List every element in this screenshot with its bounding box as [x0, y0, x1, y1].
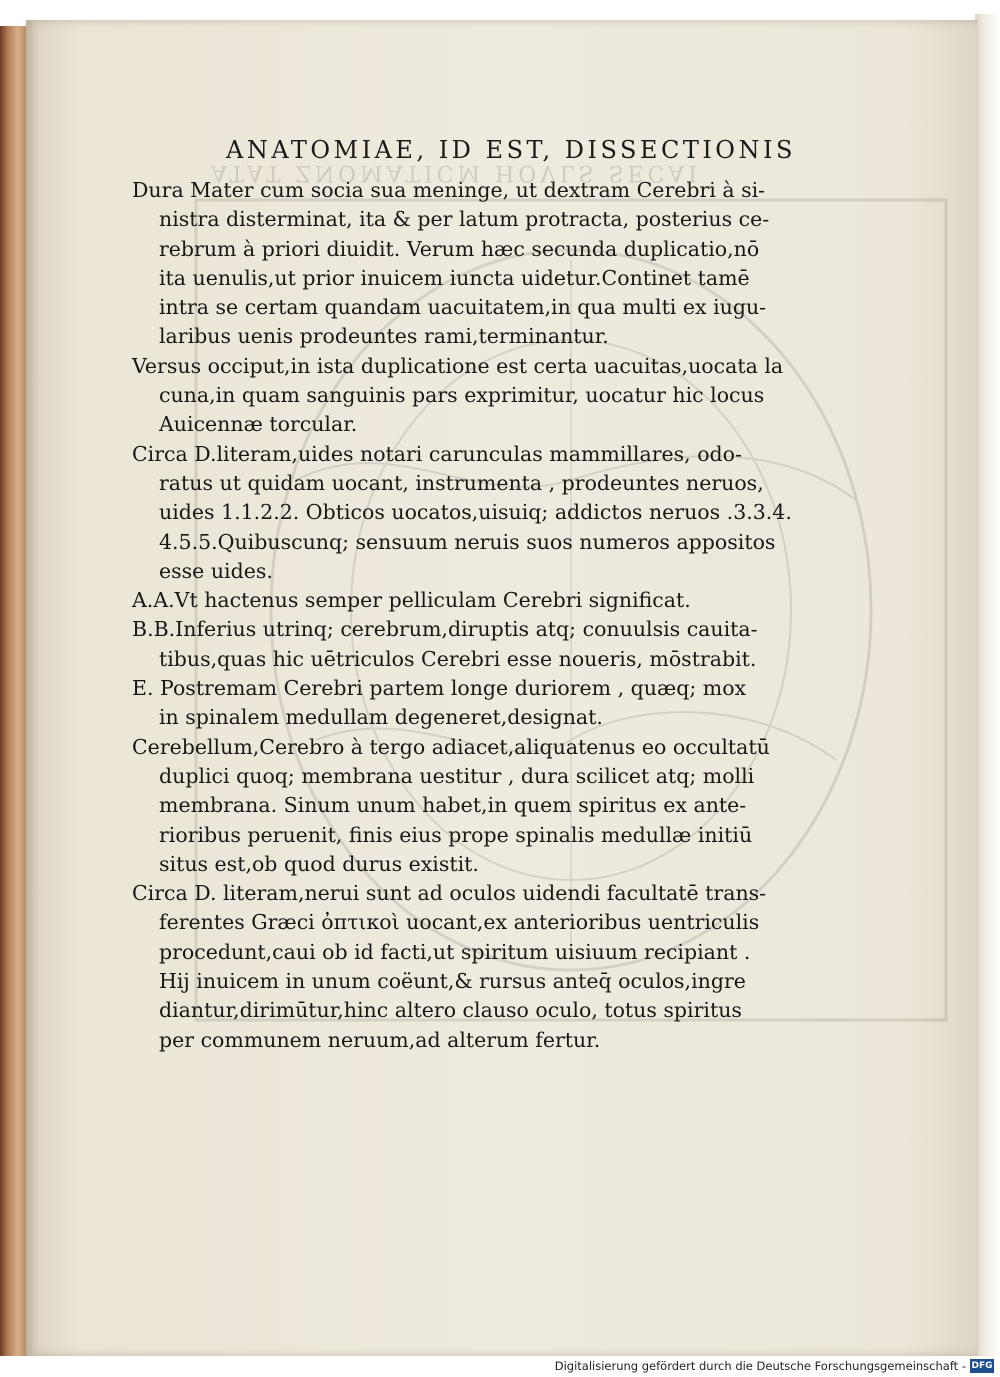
text-line: rioribus peruenit, finis eius prope spinalis medullæ initiū	[159, 822, 753, 847]
text-line: Circa D.literam,uides notari carunculas mammillares, odo-	[132, 441, 742, 466]
text-line: situs est,ob quod durus existit.	[159, 851, 479, 876]
text-line: intra se certam quandam uacuitatem,in qua multi ex iugu-	[159, 295, 767, 320]
text-line: Dura Mater cum socia sua meninge, ut dextram Cerebri à si-	[132, 178, 766, 202]
dfg-logo: DFG	[971, 1361, 993, 1371]
text-line: Cerebellum,Cerebro à tergo adiacet,aliquatenus eo occultatū	[132, 734, 770, 759]
body-text	[132, 176, 832, 1055]
running-head: ANATOMIAE, ID EST, DISSECTIONIS	[226, 136, 796, 164]
text-line: ratus ut quidam uocant, instrumenta , prodeuntes neruos,	[159, 470, 764, 495]
text-line: Hij inuicem in unum coëunt,& rursus anteq̄ oculos,ingre	[159, 969, 746, 994]
text-line: in spinalem medullam degeneret,designat.	[159, 705, 603, 730]
text-line: tibus,quas hic uētriculos Cerebri esse noueris, mōstrabit.	[159, 646, 757, 671]
text-line: diantur,dirimūtur,hinc altero clauso oculo, totus spiritus	[159, 998, 742, 1023]
text-line: ferentes Græci ὀπτικοὶ uocant,ex anterioribus uentriculis	[159, 910, 760, 935]
text-line: rebrum à priori diuidit. Verum hæc secunda duplicatio,nō	[159, 236, 760, 261]
text-line: Versus occiput,in ista duplicatione est certa uacuitas,uocata la	[132, 353, 784, 378]
text-line: 4.5.5.Quibuscunq; sensuum neruis suos numeros appositos	[159, 529, 776, 554]
text-line: A.A.Vt hactenus semper pelliculam Cerebri significat.	[132, 588, 691, 613]
running-head-bleed-through: ATAT ZNOMATICM HOVLS SECAI	[211, 160, 701, 185]
text-line: laribus uenis prodeuntes rami,terminantur.	[159, 324, 609, 349]
text-line: cuna,in quam sanguinis pars exprimitur, uocatur hic locus	[159, 383, 765, 408]
text-line: Circa D. literam,nerui sunt ad oculos uidendi facultatē trans-	[132, 881, 767, 906]
page-fore-edge	[975, 14, 1000, 1356]
text-line: ita uenulis,ut prior inuicem iuncta uidetur.Continet tamē	[159, 265, 750, 290]
text-line: E. Postremam Cerebri partem longe duriorem , quæq; mox	[132, 676, 747, 701]
text-line: membrana. Sinum unum habet,in quem spiritus ex ante-	[159, 793, 747, 818]
digitization-footer	[0, 1356, 1000, 1377]
text-line: Auicennæ torcular.	[159, 412, 358, 437]
text-line: uides 1.1.2.2. Obticos uocatos,uisuiq; addictos neruos .3.3.4.	[159, 500, 792, 525]
funding-credit: Digitalisierung gefördert durch die Deutsche Forschungsgemeinschaft -	[554, 1359, 966, 1373]
text-line: esse uides.	[159, 558, 273, 583]
text-line: procedunt,caui ob id facti,ut spiritum uisiuum recipiant .	[159, 939, 751, 964]
text-line: duplici quoq; membrana uestitur , dura scilicet atq; molli	[159, 763, 755, 788]
text-line: B.B.Inferius utrinq; cerebrum,diruptis atq; conuulsis cauita-	[132, 617, 758, 642]
text-line: per communem neruum,ad alterum fertur.	[159, 1027, 601, 1052]
text-line: nistra disterminat, ita & per latum protracta, posterius ce-	[159, 207, 770, 232]
